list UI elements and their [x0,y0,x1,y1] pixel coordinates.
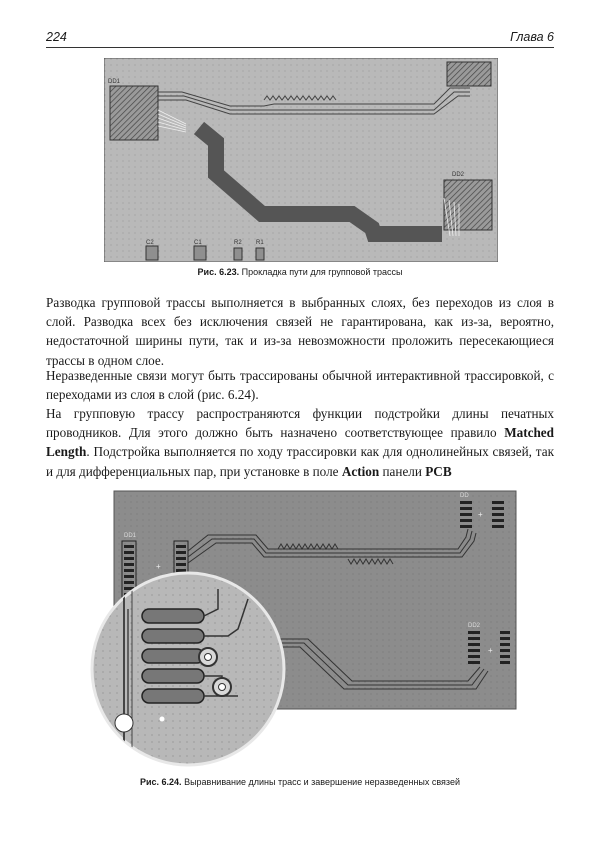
caption-text: Прокладка пути для групповой трассы [241,267,403,277]
page-number: 224 [46,30,67,44]
field-action: Action [341,463,380,479]
dd1-label-2: DD1 [124,533,137,539]
svg-text:+: + [488,646,493,655]
figure-6-24-caption [46,777,554,787]
r1-label: R1 [256,240,264,246]
panel-pcb: PCB [425,463,452,479]
caption-number: Рис. 6.23. [197,267,240,277]
figure-6-24 [88,489,520,775]
chapter-title: Глава 6 [510,30,554,44]
rule-matched-length: Matched Length [46,425,554,460]
ddx-label: DD [460,493,469,499]
r1-footprint [256,248,264,260]
c2-footprint [146,246,158,260]
dd1-label: DD1 [108,79,121,85]
dd2-label: DD2 [452,172,465,178]
small-footprint-top-right [447,62,491,86]
figure-6-23-caption [46,267,554,277]
c1-label: C1 [194,240,202,246]
dd1-footprint [110,86,158,140]
paragraph-3-part-a: На групповую трассу распространяются функции подстройки длины печатных проводников. Для этого должно быть назначено соответствующее правило [46,406,554,441]
c2-label: C2 [146,240,154,246]
paragraph-3-part-c: . Подстройка выполняется по ходу трассировки как для однолинейных связей, так и для дифференциальных пар, при установке в поле [46,444,554,479]
page-header [46,30,554,46]
caption-number-2: Рис. 6.24. [140,777,182,787]
caption-text-2: Выравнивание длины трасс и завершение неразведенных связей [184,777,460,787]
r2-label: R2 [234,240,242,246]
c1-footprint [194,246,206,260]
r2-footprint [234,248,242,260]
header-rule [46,47,554,48]
paragraph-3 [46,404,554,481]
paragraph-2: Неразведенные связи могут быть трассированы обычной интерактивной трассировкой, с переходами из слоя в слой (рис. 6.24). [46,368,554,403]
paragraph-3-part-d: панели [379,463,426,479]
magnifier-inset [92,573,284,769]
paragraph-1: Разводка групповой трассы выполняется в выбранных слоях, без переходов из слоя в слой. Разводка всех без исключения связей не гарантирована, как из-за, вероятно, недостаточной ширины пути, так и из-за невозможности проложить пересекающиеся трассы в одном слое. [46,295,554,368]
figure-6-23 [104,58,498,262]
svg-text:+: + [478,510,483,519]
svg-text:+: + [156,562,161,571]
dd2-label-2: DD2 [468,623,481,629]
